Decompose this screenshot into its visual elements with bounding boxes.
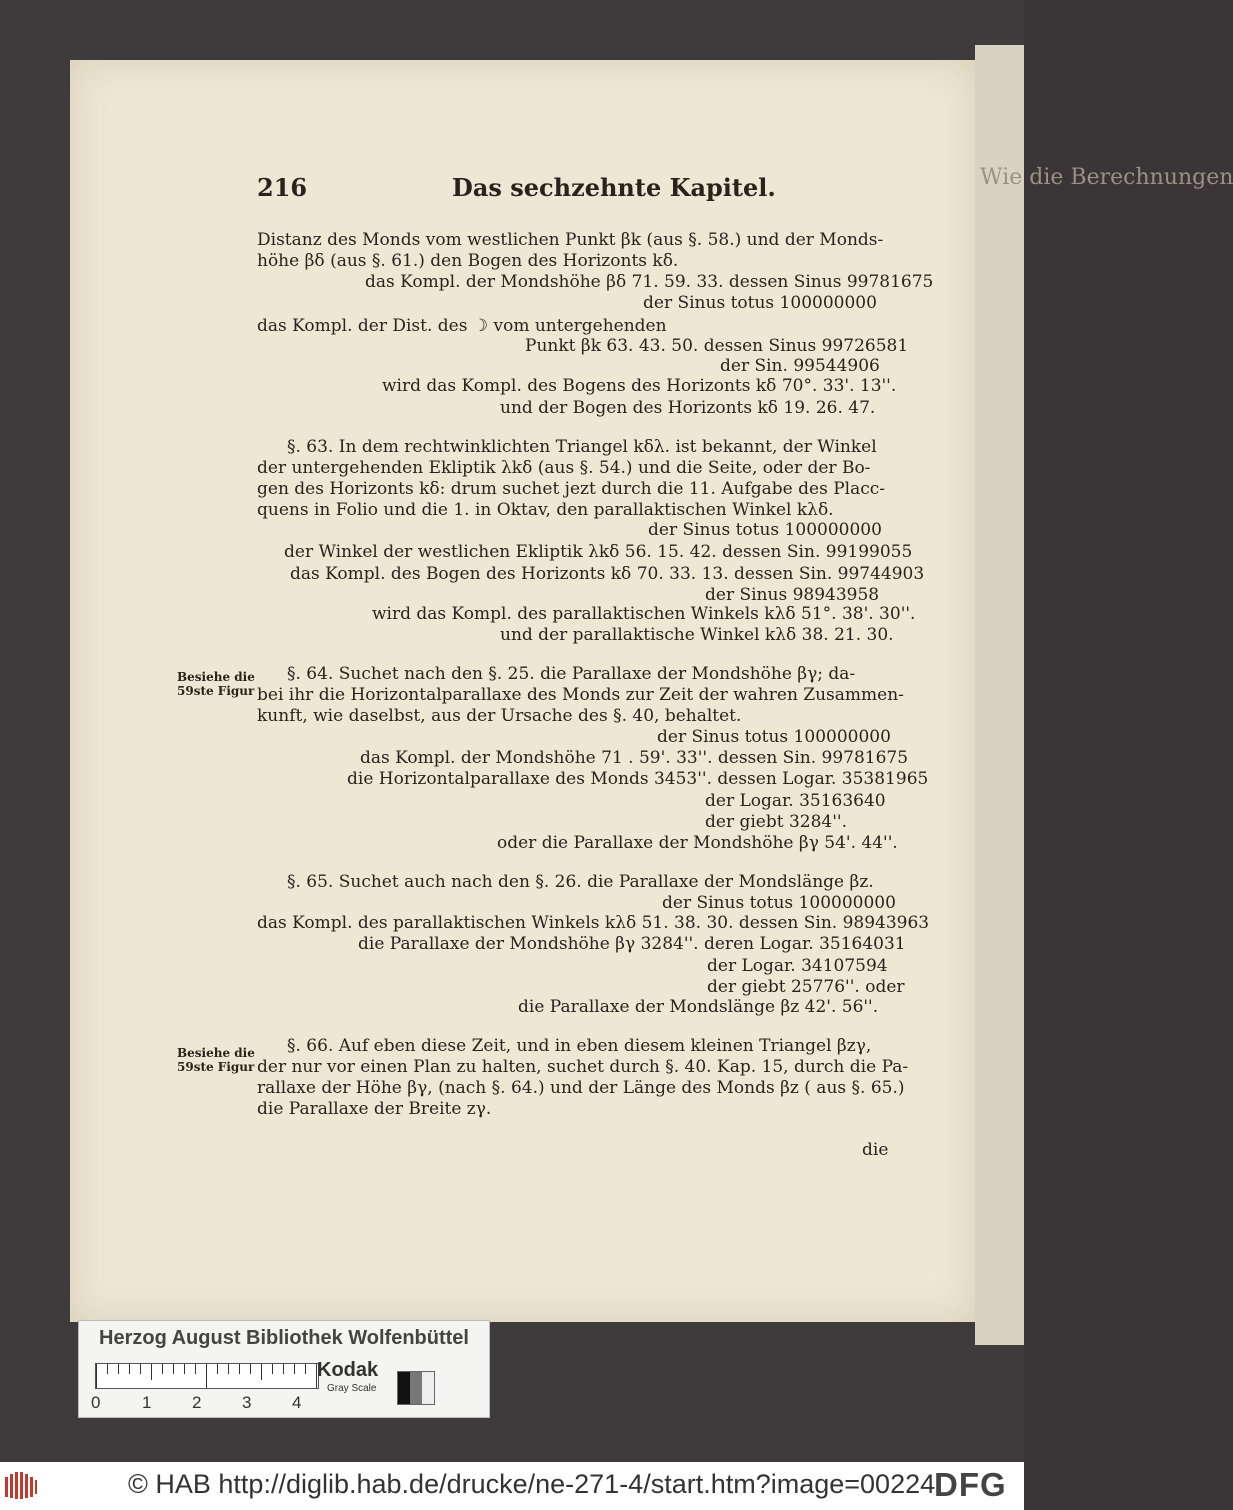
gray-scale-label: Gray Scale — [327, 1383, 377, 1394]
text-line: höhe βδ (aus §. 61.) den Bogen des Horizonts kδ. — [257, 251, 679, 271]
text-line: der Sinus totus 100000000 — [643, 293, 877, 313]
page-number: 216 — [257, 173, 308, 202]
text-line: der Winkel der westlichen Ekliptik λkδ 56. 15. 42. dessen Sin. 99199055 — [284, 542, 913, 562]
library-name: Herzog August Bibliothek Wolfenbüttel — [99, 1327, 469, 1349]
text-line: §. 64. Suchet nach den §. 25. die Parallaxe der Mondshöhe βγ; da- — [287, 664, 856, 684]
scale-number: 2 — [192, 1393, 202, 1412]
text-line: das Kompl. des parallaktischen Winkels kλδ 51. 38. 30. dessen Sin. 98943963 — [257, 913, 930, 933]
text-line: oder die Parallaxe der Mondshöhe βγ 54'. 44''. — [497, 833, 898, 853]
text-line: der Logar. 34107594 — [707, 956, 888, 976]
text-line: §. 65. Suchet auch nach den §. 26. die Parallaxe der Mondslänge βz. — [287, 872, 874, 892]
text-line: §. 63. In dem rechtwinklichten Triangel kδλ. ist bekannt, der Winkel — [287, 437, 877, 457]
text-line: bei ihr die Horizontalparallaxe des Monds zur Zeit der wahren Zusammen- — [257, 685, 904, 705]
text-line: die Horizontalparallaxe des Monds 3453''. dessen Logar. 35381965 — [347, 769, 929, 789]
text-line: kunft, wie daselbst, aus der Ursache des §. 40, behaltet. — [257, 706, 742, 726]
text-line: der giebt 3284''. — [705, 812, 847, 832]
text-line: der Sinus totus 100000000 — [657, 727, 891, 747]
text-line: der giebt 25776''. oder — [707, 977, 905, 997]
side-note — [177, 670, 255, 698]
dfg-logo: DFG — [934, 1466, 1007, 1503]
text-line: Distanz des Monds vom westlichen Punkt βk (aus §. 58.) und der Monds- — [257, 230, 884, 250]
text-line: die Parallaxe der Breite zγ. — [257, 1099, 492, 1119]
text-line: die Parallaxe der Mondslänge βz 42'. 56''. — [518, 997, 879, 1017]
text-line: gen des Horizonts kδ: drum suchet jezt durch die 11. Aufgabe des Placc- — [257, 479, 886, 499]
ruler-scale — [95, 1363, 319, 1389]
text-line: der Sinus totus 100000000 — [662, 893, 896, 913]
catchword: die — [862, 1140, 889, 1160]
facing-page-edge — [975, 45, 1024, 1345]
text-line: das Kompl. der Mondshöhe 71 . 59'. 33''. dessen Sin. 99781675 — [360, 748, 909, 768]
text-line: und der parallaktische Winkel kλδ 38. 21. 30. — [500, 625, 894, 645]
text-line: der nur vor einen Plan zu halten, suchet durch §. 40. Kap. 15, durch die Pa- — [257, 1057, 909, 1077]
text-line: wird das Kompl. des Bogens des Horizonts kδ 70°. 33'. 13''. — [382, 376, 897, 396]
scale-number: 1 — [142, 1393, 152, 1412]
footer-bar — [0, 1462, 1024, 1510]
text-line: quens in Folio und die 1. in Oktav, den parallaktischen Winkel kλδ. — [257, 500, 834, 520]
text-line: und der Bogen des Horizonts kδ 19. 26. 47. — [500, 398, 876, 418]
text-line: der Sin. 99544906 — [720, 356, 880, 376]
text-line: die Parallaxe der Mondshöhe βγ 3284''. deren Logar. 35164031 — [358, 934, 906, 954]
text-line: der untergehenden Ekliptik λkδ (aus §. 54.) und die Seite, oder der Bo- — [257, 458, 871, 478]
kodak-logo: Kodak — [317, 1359, 379, 1381]
text-line: wird das Kompl. des parallaktischen Winkels kλδ 51°. 38'. 30''. — [372, 604, 916, 624]
side-note-line: 59ste Figur — [177, 684, 255, 698]
side-note-line: Besiehe die — [177, 1046, 255, 1060]
gray-swatch — [397, 1371, 435, 1405]
running-head: Das sechzehnte Kapitel. — [452, 173, 776, 202]
side-note — [177, 1046, 255, 1074]
text-line: das Kompl. der Mondshöhe βδ 71. 59. 33. dessen Sinus 99781675 — [365, 272, 934, 292]
text-line: das Kompl. der Dist. des ☽ vom untergehenden — [257, 316, 667, 336]
facing-page-bleed-text: Wie die Berechnungen — [980, 165, 1233, 190]
text-line: der Sinus totus 100000000 — [648, 520, 882, 540]
hab-logo-icon — [4, 1471, 38, 1501]
text-line: das Kompl. des Bogen des Horizonts kδ 70. 33. 13. dessen Sin. 99744903 — [290, 564, 925, 584]
scale-number: 3 — [242, 1393, 252, 1412]
scale-number: 0 — [91, 1393, 101, 1412]
color-calibration-card — [78, 1320, 490, 1418]
text-line: der Logar. 35163640 — [705, 791, 886, 811]
side-note-line: Besiehe die — [177, 670, 255, 684]
text-line: Punkt βk 63. 43. 50. dessen Sinus 99726581 — [525, 336, 909, 356]
text-line: §. 66. Auf eben diese Zeit, und in eben diesem kleinen Triangel βzγ, — [287, 1036, 872, 1056]
footer-url[interactable]: © HAB http://diglib.hab.de/drucke/ne-271-4/start.htm?image=00224 — [128, 1469, 936, 1499]
scale-number: 4 — [292, 1393, 302, 1412]
text-line: rallaxe der Höhe βγ, (nach §. 64.) und der Länge des Monds βz ( aus §. 65.) — [257, 1078, 905, 1098]
side-note-line: 59ste Figur — [177, 1060, 255, 1074]
text-line: der Sinus 98943958 — [705, 585, 880, 605]
